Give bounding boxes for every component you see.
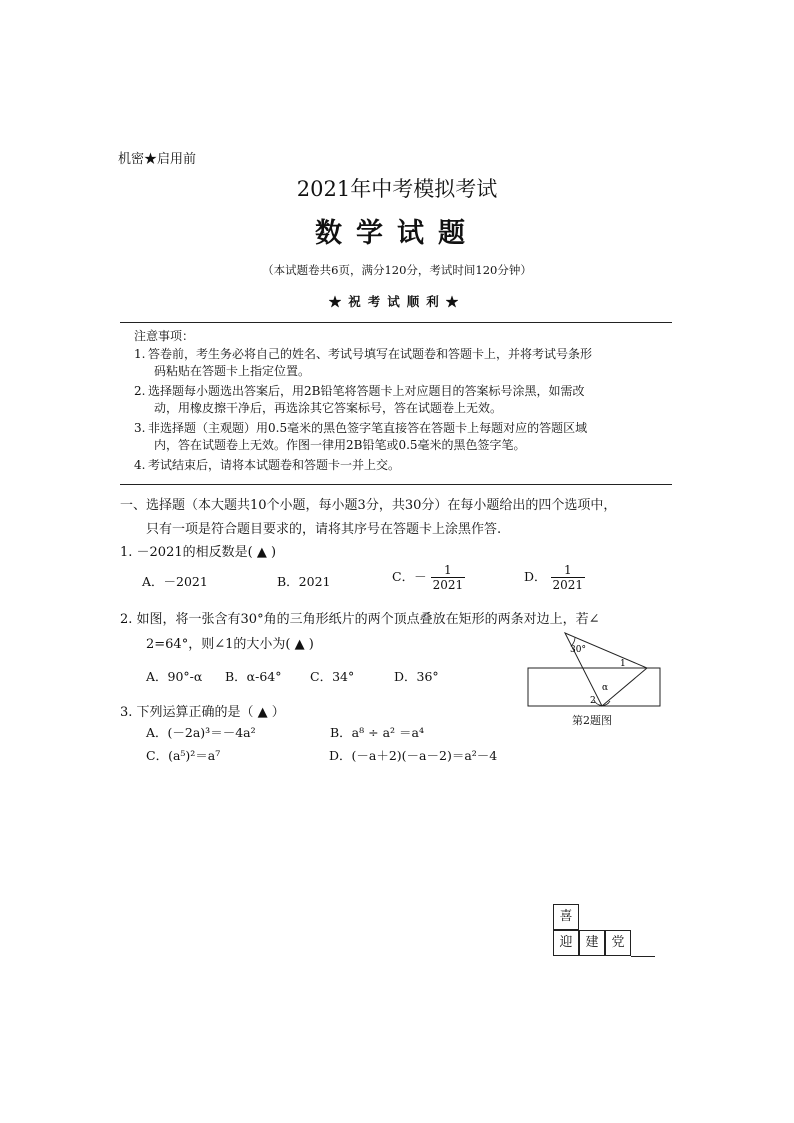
question-1-option-b: B．2021 [277,574,331,589]
label-30-degree: 30° [570,645,586,655]
question-3-option-a: A．(－2a)³＝－4a² [146,725,256,740]
label-angle-1: 1 [620,659,626,669]
triangle-shape [565,633,647,706]
notice-number: 1. [134,347,146,361]
figure-caption: 第2题图 [572,714,612,727]
stamp-cell: 党 [605,930,631,956]
question-3-stem: 3. 下列运算正确的是（ ▲ ） [120,705,285,720]
question-2-figure [524,628,664,710]
exam-info: （本试题卷共6页，满分120分，考试时间120分钟） [262,263,532,277]
notice-text: 考试结束后，请将本试题卷和答题卡一并上交。 [148,458,401,472]
question-1-option-d [524,563,585,592]
notice-item-2 [134,383,654,417]
question-2-option-b: B．α-64° [225,669,282,684]
divider-top [120,322,672,323]
question-2-option-d: D．36° [394,669,439,684]
fraction-numerator: 1 [431,563,466,578]
fraction [431,563,466,592]
question-2-option-a: A．90°-α [146,669,203,684]
exam-title: 2021年中考模拟考试 [296,177,498,201]
angle-arc-30 [572,637,575,645]
stamp-cell: 迎 [553,930,579,956]
notice-text-cont: 动，用橡皮擦干净后，再选涂其它答案标号，答在试题卷上无效。 [154,401,503,415]
stamp-cell: 喜 [553,904,579,930]
fraction-denominator: 2021 [552,578,584,592]
question-1-stem: 1. －2021的相反数是( ▲ ) [120,545,277,560]
notice-number: 3. [134,421,146,435]
question-3-option-c: C．(a⁵)²＝a⁷ [146,748,221,763]
question-2-stem-line2: 2=64°，则∠1的大小为( ▲ ) [146,637,314,652]
notice-text: 非选择题（主观题）用0.5毫米的黑色签字笔直接答在答题卡上每题对应的答题区域 [148,421,588,435]
notice-number: 4. [134,458,146,472]
label-alpha: α [602,683,609,693]
option-d-prefix: D． [524,569,547,584]
stamp-underline [631,956,655,957]
notice-number: 2. [134,384,146,398]
section-instruction: 只有一项是符合题目要求的，请将其序号在答题卡上涂黑作答. [146,522,502,537]
subject-title: 数学试题 [315,218,479,249]
question-2-stem-line1: 2. 如图，将一张含有30°角的三角形纸片的两个顶点叠放在矩形的两条对边上，若∠ [120,612,600,627]
notice-item-4 [134,457,654,474]
notice-text: 答卷前，考生务必将自己的姓名、考试号填写在试题卷和答题卡上，并将考试号条形 [148,347,593,361]
option-c-prefix: C．－ [392,569,427,584]
fraction-denominator: 2021 [432,578,464,592]
notice-text: 选择题每小题选出答案后，用2B铅笔将答题卡上对应题目的答案标号涂黑，如需改 [148,384,585,398]
question-1-option-a: A．－2021 [142,574,208,589]
label-angle-2: 2 [590,696,596,706]
blessing-banner: ★祝考试顺利★ [328,294,466,309]
question-3-option-b: B．a⁸ ÷ a² ＝a⁴ [330,725,424,740]
stamp-grid [553,904,657,960]
notice-text-cont: 内，答在试题卷上无效。作图一律用2B铅笔或0.5毫米的黑色签字笔。 [154,438,526,452]
section-heading: 一、选择题（本大题共10个小题，每小题3分，共30分）在每小题给出的四个选项中， [120,498,617,513]
question-2-option-c: C．34° [310,669,355,684]
question-3-option-d: D．(－a＋2)(－a－2)＝a²－4 [329,748,498,763]
fraction-numerator: 1 [551,563,586,578]
question-1-option-c [392,563,465,592]
notice-item-1 [134,346,654,380]
stamp-cell: 建 [579,930,605,956]
fraction [551,563,586,592]
divider-bottom [120,484,672,485]
notice-text-cont: 码粘贴在答题卡上指定位置。 [154,364,311,378]
notice-heading: 注意事项： [134,329,195,343]
confidential-label: 机密★启用前 [118,152,197,167]
notice-item-3 [134,420,654,454]
